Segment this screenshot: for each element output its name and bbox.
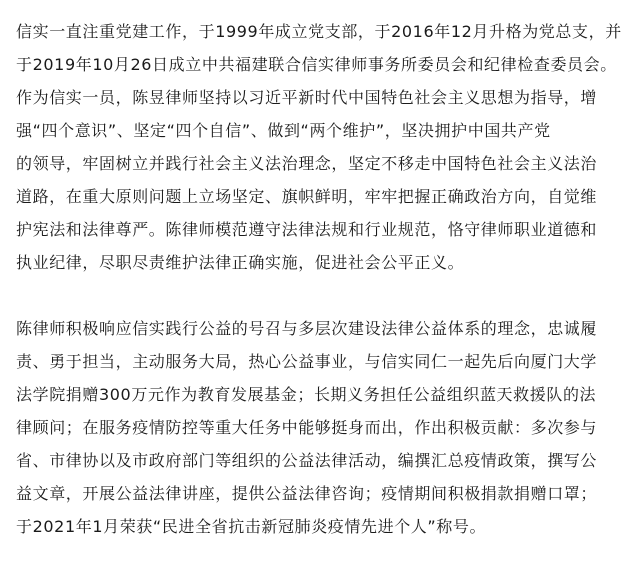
paragraph-1-line-6: 道路，在重大原则问题上立场坚定、旗帜鲜明，牢牢把握正确政治方向，自觉维 — [16, 187, 598, 206]
paragraph-2-line-7: 于2021年1月荣获“民进全省抗击新冠肺炎疫情先进个人”称号。 — [16, 517, 487, 536]
paragraph-2-line-5: 省、市律协以及市政府部门等组织的公益法律活动，编撰汇总疫情政策，撰写公 — [16, 451, 598, 470]
paragraph-2-line-3: 法学院捐赠300万元作为教育发展基金；长期义务担任公益组织蓝天救援队的法 — [16, 385, 597, 404]
paragraph-1-line-3: 作为信实一员，陈昱律师坚持以习近平新时代中国特色社会主义思想为指导，增 — [16, 88, 598, 107]
paragraph-2-line-6: 益文章，开展公益法律讲座，提供公益法律咨询；疫情期间积极捐款捐赠口罩； — [16, 484, 598, 503]
paragraph-1-line-1: 信实一直注重党建工作，于1999年成立党支部，于2016年12月升格为党总支，并 — [16, 22, 622, 41]
paragraph-1-line-7: 护宪法和法律尊严。陈律师模范遵守法律法规和行业规范，恪守律师职业道德和 — [16, 220, 598, 239]
paragraph-2-line-1: 陈律师积极响应信实践行公益的号召与多层次建设法律公益体系的理念，忠诚履 — [16, 319, 598, 338]
paragraph-1-line-5: 的领导，牢固树立并践行社会主义法治理念，坚定不移走中国特色社会主义法治 — [16, 154, 598, 173]
paragraph-1-line-4: 强“四个意识”、坚定“四个自信”、做到“两个维护”，坚决拥护中国共产党 — [16, 121, 551, 140]
paragraph-1-line-2: 于2019年10月26日成立中共福建联合信实律师事务所委员会和纪律检查委员会。 — [16, 55, 617, 74]
paragraph-2-line-2: 责、勇于担当，主动服务大局，热心公益事业，与信实同仁一起先后向厦门大学 — [16, 352, 598, 371]
paragraph-1-line-8: 执业纪律，尽职尽责维护法律正确实施，促进社会公平正义。 — [16, 253, 465, 272]
paragraph-2-line-4: 律顾问；在服务疫情防控等重大任务中能够挺身而出，作出积极贡献：多次参与 — [16, 418, 598, 437]
